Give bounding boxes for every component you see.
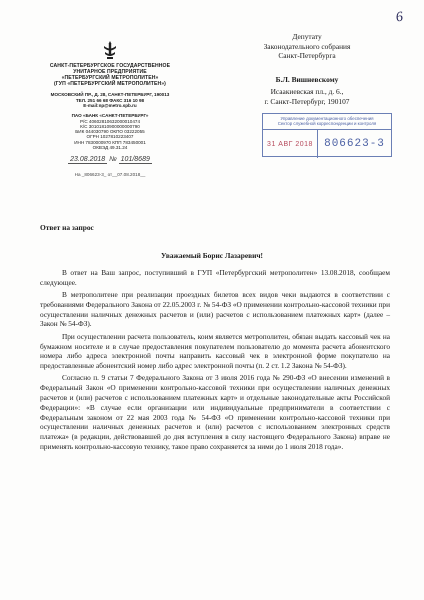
letterhead [40, 40, 180, 178]
metro-logo-icon [102, 40, 118, 60]
body-paragraph: Согласно п. 9 статьи 7 Федерального Закона от 3 июля 2016 года № 290-ФЗ «О внесении изменений в Федеральный Закон «О применении контрольно-кассовой техники при осуществлении наличных денежных расчетов и (или) расчетов с использованием платежных карт» и отдельные законодательные акты Российской Федерации»: «В случае если организации или индивидуальные предприниматели в соответствии с Федеральным законом от 22 мая 2003 года № 54-ФЗ «О применении контрольно-кассовой техники при осуществлении наличных денежных расчетов и (или) расчетов с использованием электронных средств платежа» (в редакции, действовавшей до дня вступления в силу настоящего Федерального Закона) вправе не применять контрольно-кассовую технику, такое право сохраняется за ними до 1 июля 2018 года». [40, 373, 390, 451]
registration-number: 101/8689 [120, 156, 150, 164]
bank-line: ОКВЭД 49.31.24 [92, 144, 128, 150]
reference-line: На _806623-3_ от__07.08.2018__ [74, 172, 146, 178]
address-line: г. Санкт-Петербург, 190107 [264, 96, 350, 106]
stamp-number: 806623-3 [317, 130, 391, 158]
address-line: Исаакиевская пл., д. 6., [270, 87, 344, 96]
addressee-address [232, 87, 382, 106]
greeting: Уважаемый Борис Лазаревич! [161, 251, 263, 260]
addressee-block [232, 32, 382, 85]
body-paragraph: В метрополитене при реализации проездных билетов всех видов чеки выдаются в соответствии с требованиями Федерального Закона от 22.05.2003 г. № 54-ФЗ «О применении контрольно-кассовой техники при осуществлении наличных денежных расчетов и (или) расчетов с использованием платежных карт» (далее – Закон № 54-ФЗ). [40, 290, 390, 329]
registration-date: 23.08.2018 [70, 156, 106, 164]
bank-line: ПАО «БАНК «САНКТ-ПЕТЕРБУРГ» [71, 113, 149, 119]
letter-subject: Ответ на запрос [40, 223, 94, 232]
org-line: (ГУП «ПЕТЕРБУРГСКИЙ МЕТРОПОЛИТЕН») [54, 80, 166, 87]
contact-line: E-mail:np@metro.spb.ru [83, 102, 137, 108]
bank-line: БИК 044030790 ОКПО 03222055 [75, 129, 145, 135]
bank-details-block [40, 113, 180, 150]
stamp-date: 31 АВГ 2018 [267, 140, 313, 148]
addressee-line: Депутату [292, 32, 322, 41]
stamp-header-line: Управление документационного обеспечения [280, 116, 374, 121]
contact-line: МОСКОВСКИЙ ПР., Д. 28, САНКТ-ПЕТЕРБУРГ, 190013 [50, 92, 170, 98]
outgoing-registration: 23.08.2018 № 101/8689 [70, 156, 150, 164]
bank-line: Р/С 40602810632000010474 [79, 118, 141, 124]
bank-line: ОГРН 1027810223407 [86, 134, 134, 140]
body-paragraph: При осуществлении расчета пользователь, коим является метрополитен, обязан выдать кассовый чек на бумажном носителе и в случае предоставления покупателем пользователю до момента расчета абонентского номера либо адреса электронной почты направить кассовый чек в электронной форме покупателю на предоставленные абонентский номер либо адрес электронной почты (п. 2 ст. 1.2 Закона № 54-ФЗ). [40, 331, 390, 371]
org-line: УНИТАРНОЕ ПРЕДПРИЯТИЕ [73, 68, 147, 75]
org-name-block [40, 64, 180, 87]
addressee-name: Б.Л. Вишневскому [275, 74, 339, 84]
bank-line: ИНН 7830000970 КПП 783450001 [74, 139, 146, 145]
letter-body [40, 268, 390, 454]
registration-stamp [262, 113, 392, 157]
contact-block [40, 92, 180, 108]
stamp-header-line: Сектор служебной корреспонденции и контроля [277, 121, 377, 127]
stamp-header [263, 114, 391, 130]
bank-line: К/С 30101810900000000790 [80, 123, 140, 129]
body-paragraph: В ответ на Ваш запрос, поступивший в ГУП «Петербургский метрополитен» 13.08.2018, сообщаем следующее. [40, 268, 390, 287]
contact-line: ТЕЛ. 251 66 68 ФАКС 316 10 98 [75, 97, 145, 103]
org-line: САНКТ-ПЕТЕРБУРГСКОЕ ГОСУДАРСТВЕННОЕ [49, 63, 171, 69]
addressee-line: Санкт-Петербурга [278, 51, 336, 61]
addressee-line: Законодательного собрания [263, 41, 351, 51]
handwritten-page-number: 6 [394, 9, 404, 26]
org-line: «ПЕТЕРБУРГСКИЙ МЕТРОПОЛИТЕН» [61, 74, 159, 81]
